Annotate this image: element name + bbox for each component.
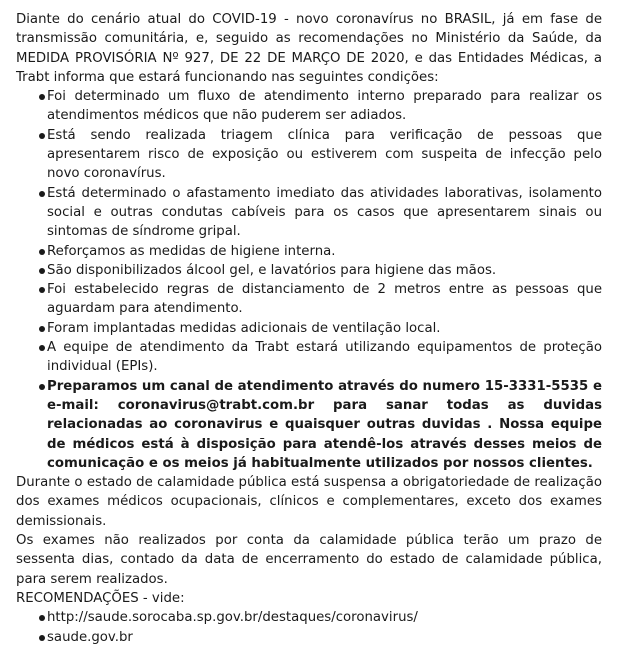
list-item-text: São disponibilizados álcool gel, e lavatórios para higiene das mãos. — [47, 262, 497, 278]
list-item — [16, 319, 602, 338]
bullet-icon — [39, 133, 45, 139]
link-item[interactable] — [16, 628, 602, 647]
list-item — [16, 242, 602, 261]
recommendation-links — [16, 608, 602, 647]
list-item-text: Está sendo realizada triagem clínica para verificação de pessoas que apresentarem risco de exposição ou estiverem com suspeita de infecção pelo novo coronavírus. — [47, 127, 602, 182]
list-item-text: Reforçamos as medidas de higiene interna. — [47, 243, 336, 259]
suspension-paragraph: Durante o estado de calamidade pública está suspensa a obrigatoriedade de realização dos exames médicos ocupacionais, clínicos e complementares, exceto dos exames demissionais. — [16, 475, 602, 529]
contact-notice-text: Preparamos um canal de atendimento através do numero 15-3331-5535 e e-mail: coronavirus@trabt.com.br para sanar todas as duvidas relacionadas ao coronavirus e quaisquer outras duvidas . Nossa equipe de médicos está à disposição para atendê-los através desses meios de comunicação e os meios já habitualmente utilizados por nossos clientes. — [47, 378, 602, 471]
intro-paragraph: Diante do cenário atual do COVID-19 - novo coronavírus no BRASIL, já em fase de transmissão comunitária, e, seguido as recomendações no Ministério da Saúde, da MEDIDA PROVISÓRIA Nº 927, DE 22 DE MARÇO DE 2020, e das Entidades Médicas, a Trabt informa que estará funcionando nas seguintes condições: — [16, 12, 602, 85]
bullet-icon — [39, 94, 45, 100]
list-item-text: Foram implantadas medidas adicionais de ventilação local. — [47, 320, 441, 336]
bullet-icon — [39, 345, 45, 351]
list-item — [16, 87, 602, 126]
conditions-list — [16, 87, 602, 473]
list-item — [16, 280, 602, 319]
link-text[interactable]: saude.gov.br — [47, 629, 133, 645]
bullet-icon — [39, 191, 45, 197]
list-item — [16, 184, 602, 242]
bullet-icon — [39, 384, 45, 390]
list-item-text: Foi estabelecido regras de distanciamento de 2 metros entre as pessoas que aguardam para atendimento. — [47, 282, 602, 317]
bullet-icon — [39, 615, 45, 621]
deadline-paragraph: Os exames não realizados por conta da calamidade pública terão um prazo de sessenta dias, contado da data de encerramento do estado de calamidade pública, para serem realizados. — [16, 533, 602, 587]
link-text[interactable]: http://saude.sorocaba.sp.gov.br/destaques/coronavirus/ — [47, 610, 418, 626]
link-item[interactable] — [16, 608, 602, 627]
notice-document — [16, 10, 602, 647]
list-item-text: A equipe de atendimento da Trabt estará utilizando equipamentos de proteção individual (EPIs). — [47, 340, 602, 375]
list-item — [16, 338, 602, 377]
list-item-text: Foi determinado um fluxo de atendimento interno preparado para realizar os atendimentos médicos que não puderem ser adiados. — [47, 89, 602, 124]
bullet-icon — [39, 287, 45, 293]
contact-notice-item — [16, 377, 602, 473]
bullet-icon — [39, 249, 45, 255]
list-item — [16, 261, 602, 280]
recommendations-heading: RECOMENDAÇÕES - vide: — [16, 590, 185, 606]
list-item — [16, 126, 602, 184]
bullet-icon — [39, 268, 45, 274]
bullet-icon — [39, 635, 45, 641]
bullet-icon — [39, 326, 45, 332]
list-item-text: Está determinado o afastamento imediato das atividades laborativas, isolamento social e outras condutas cabíveis para os casos que apresentarem sinais ou sintomas de síndrome gripal. — [47, 185, 602, 240]
